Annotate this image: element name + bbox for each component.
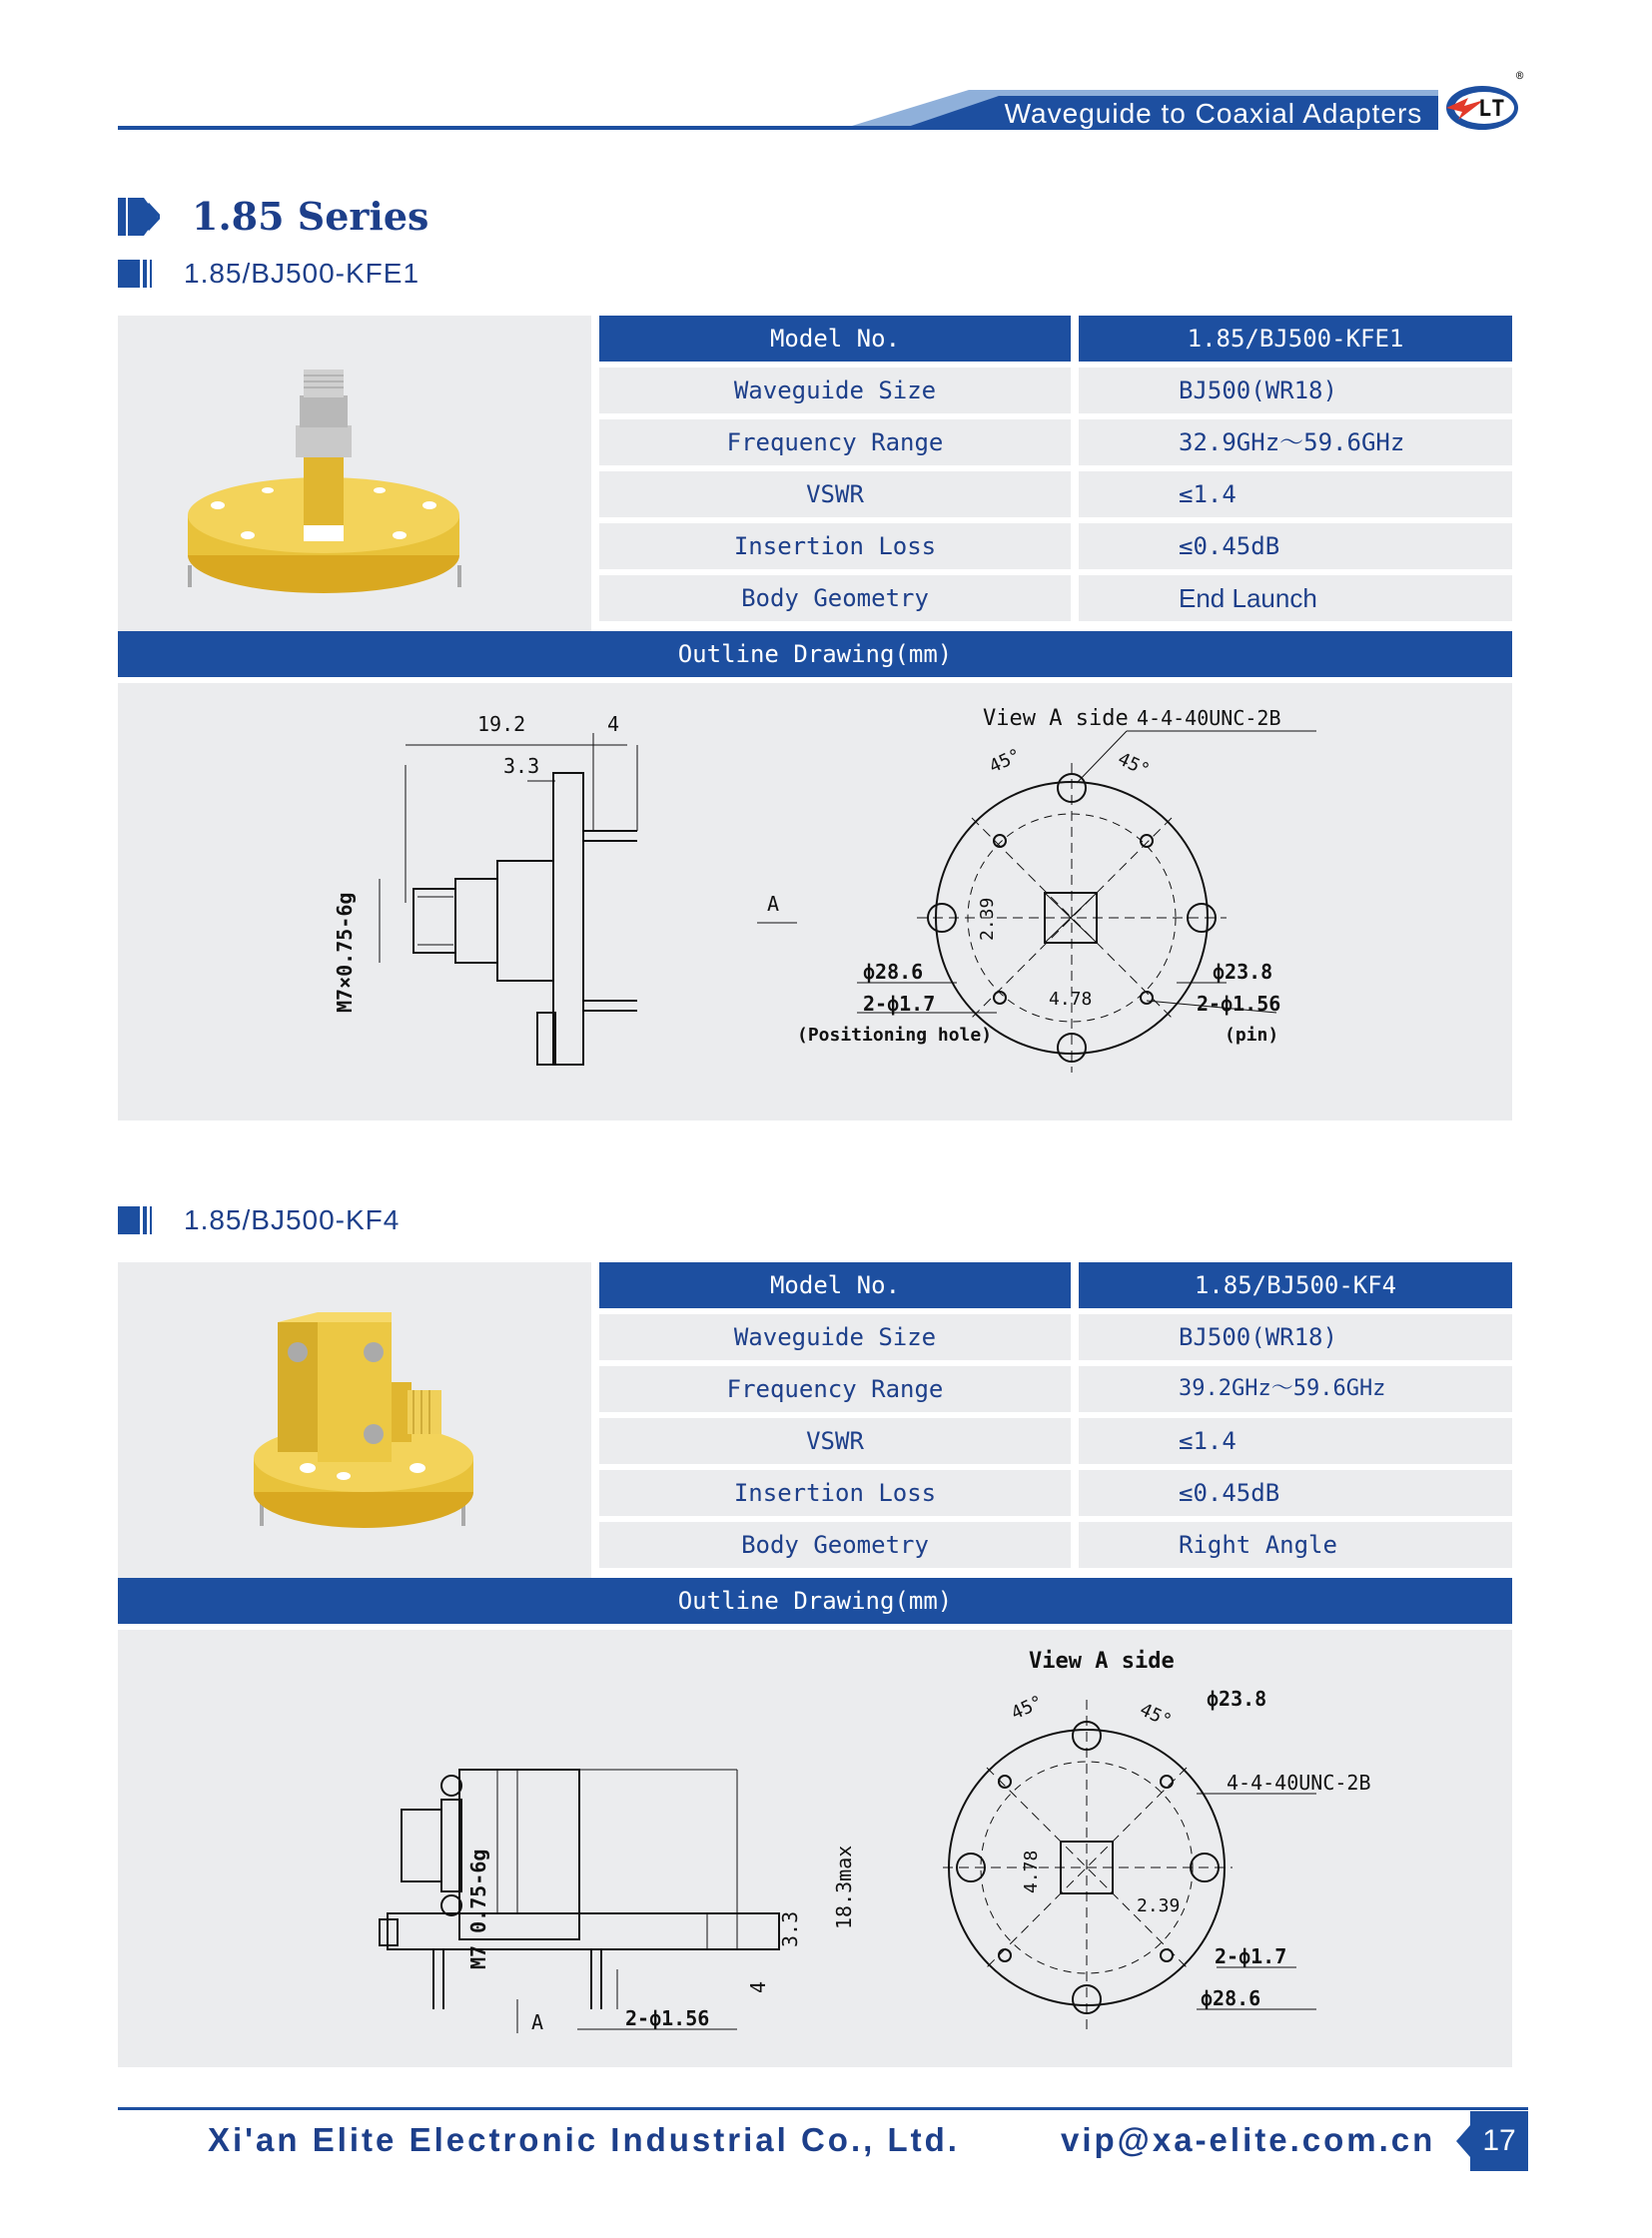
thread-spec: M7 0.75-6g [466, 1849, 490, 1969]
page-number: 17 [1470, 2111, 1528, 2171]
dim-height: 2.39 [977, 897, 998, 941]
angle-left: 45° [1008, 1691, 1047, 1725]
thread-spec: M7×0.75-6g [333, 892, 357, 1013]
spec-label: Insertion Loss [599, 1470, 1071, 1516]
product-name: 1.85/BJ500-KF4 [184, 1204, 401, 1235]
company-logo [1438, 70, 1528, 140]
subsection-icon [118, 1206, 154, 1234]
spec-value: ≤0.45dB [1079, 1470, 1512, 1516]
angle-right: 45° [1114, 748, 1154, 782]
view-title: View A side [983, 706, 1129, 731]
product-block-1 [118, 316, 1512, 1120]
contact-email[interactable]: vip@xa-elite.com.cn [1061, 2121, 1436, 2158]
header-title: Waveguide to Coaxial Adapters [1004, 98, 1423, 129]
dim-pin: 4 [746, 1980, 770, 1993]
pin-spec: 2-ф1.56 [625, 2006, 710, 2030]
spec-label: Frequency Range [599, 419, 1071, 465]
section-title: 1.85 Series [192, 194, 429, 239]
bolt-circle-diameter: ф23.8 [1213, 960, 1273, 984]
spec-value: End Launch [1079, 575, 1512, 621]
outline-drawing [118, 1630, 1512, 2067]
outer-diameter: ф28.6 [1201, 1986, 1261, 2010]
spec-label: Insertion Loss [599, 523, 1071, 569]
spec-value: ≤1.4 [1079, 471, 1512, 517]
tap-spec: 4-4-40UNC-2B [1227, 1771, 1371, 1795]
product-photo [118, 1262, 591, 1578]
outline-drawing [118, 683, 1512, 1120]
spec-row [599, 1470, 1512, 1516]
spec-value: 1.85/BJ500-KF4 [1079, 1262, 1512, 1308]
spec-label: VSWR [599, 471, 1071, 517]
spec-value: BJ500(WR18) [1079, 1314, 1512, 1360]
spec-row [599, 419, 1512, 465]
dim-width: 4.78 [1049, 989, 1093, 1010]
pin-note: (pin) [1225, 1025, 1279, 1046]
spec-value: 1.85/BJ500-KFE1 [1079, 316, 1512, 362]
dim-height-b: 4.78 [1021, 1850, 1042, 1893]
spec-row [599, 471, 1512, 517]
spec-label: Model No. [599, 316, 1071, 362]
dim-flange: 3.3 [503, 754, 540, 778]
spec-value: ≤0.45dB [1079, 523, 1512, 569]
outline-drawing-bar: Outline Drawing(mm) [118, 631, 1512, 677]
spec-row [599, 575, 1512, 621]
bolt-circle-diameter: ф23.8 [1207, 1687, 1267, 1711]
spec-row [599, 1522, 1512, 1568]
angle-right: 45° [1136, 1699, 1176, 1733]
positioning-hole: 2-ф1.7 [863, 992, 936, 1016]
section-icon [118, 198, 160, 236]
dim-height: 18.3max [832, 1845, 856, 1929]
logo-text: LT [1478, 97, 1505, 122]
positioning-note: (Positioning hole) [797, 1025, 993, 1046]
spec-value: 39.2GHz～59.6GHz [1079, 1366, 1512, 1412]
dim-width-b: 2.39 [1137, 1895, 1181, 1916]
footer-rule [118, 2107, 1528, 2110]
positioning-hole: 2-ф1.7 [1215, 1944, 1287, 1968]
product-name: 1.85/BJ500-KFE1 [184, 258, 420, 289]
outline-drawing-bar: Outline Drawing(mm) [118, 1578, 1512, 1624]
view-title: View A side [1029, 1649, 1175, 1674]
spec-value: 32.9GHz～59.6GHz [1079, 419, 1512, 465]
spec-row [599, 523, 1512, 569]
spec-value: Right Angle [1079, 1522, 1512, 1568]
dim-length: 19.2 [477, 712, 526, 736]
view-arrow-label: A [531, 2010, 544, 2034]
angle-left: 45° [986, 744, 1025, 778]
spec-label: Body Geometry [599, 1522, 1071, 1568]
registered-mark: ® [1516, 70, 1524, 83]
spec-value: BJ500(WR18) [1079, 368, 1512, 413]
spec-label: Waveguide Size [599, 1314, 1071, 1360]
spec-label: Body Geometry [599, 575, 1071, 621]
dim-pin: 4 [607, 712, 620, 736]
spec-header-row [599, 1262, 1512, 1308]
page-tab-notch-icon [1456, 2125, 1470, 2157]
spec-label: VSWR [599, 1418, 1071, 1464]
spec-row [599, 368, 1512, 413]
spec-label: Waveguide Size [599, 368, 1071, 413]
spec-row [599, 1418, 1512, 1464]
company-name: Xi'an Elite Electronic Industrial Co., Ltd. [208, 2121, 960, 2158]
tap-spec: 4-4-40UNC-2B [1137, 706, 1281, 730]
product-photo [118, 316, 591, 631]
subsection-icon [118, 260, 154, 288]
spec-row [599, 1366, 1512, 1412]
product-block-2 [118, 1262, 1512, 2067]
spec-label: Model No. [599, 1262, 1071, 1308]
spec-header-row [599, 316, 1512, 362]
spec-row [599, 1314, 1512, 1360]
dim-flange: 3.3 [778, 1910, 802, 1947]
view-arrow-label: A [767, 892, 780, 916]
pin-spec: 2-ф1.56 [1197, 992, 1281, 1016]
spec-label: Frequency Range [599, 1366, 1071, 1412]
spec-value: ≤1.4 [1079, 1418, 1512, 1464]
outer-diameter: ф28.6 [863, 960, 924, 984]
